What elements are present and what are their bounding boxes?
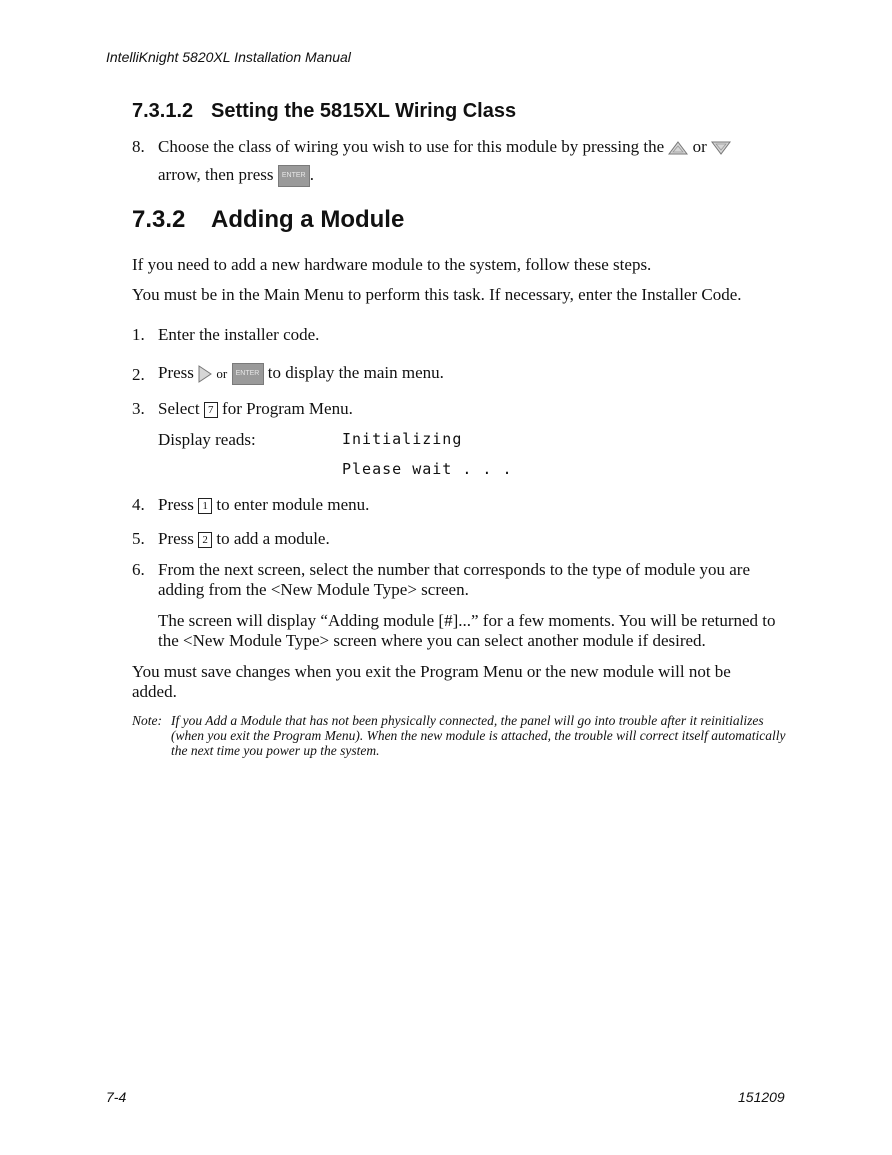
step-2-line bbox=[158, 362, 444, 385]
step-detail: The screen will display “Adding module [#]...” for a few moments. You will be returned to bbox=[158, 611, 776, 630]
step-number: 1. bbox=[132, 325, 145, 344]
step-text: to display the main menu. bbox=[267, 363, 444, 382]
step-number: 2. bbox=[132, 365, 145, 384]
note-block bbox=[132, 713, 792, 758]
down-arrow-icon bbox=[711, 137, 731, 156]
lcd-display-line: Please wait . . . bbox=[342, 460, 513, 478]
subsection-number: 7.3.1.2 bbox=[132, 100, 194, 122]
step-detail: the <New Module Type> screen where you can select another module if desired. bbox=[158, 631, 706, 650]
step-text: arrow, then press bbox=[158, 165, 274, 184]
step-4-line bbox=[158, 494, 369, 515]
keypad-7-icon: 7 bbox=[204, 402, 218, 418]
step-text: for Program Menu. bbox=[222, 399, 353, 418]
step-text: to enter module menu. bbox=[216, 495, 370, 514]
section-heading bbox=[132, 206, 404, 234]
step-text: Enter the installer code. bbox=[158, 325, 320, 344]
up-arrow-icon bbox=[668, 137, 688, 156]
step-text: adding from the <New Module Type> screen. bbox=[158, 580, 469, 599]
step-text: Choose the class of wiring you wish to use for this module by pressing the bbox=[158, 137, 665, 156]
section-number: 7.3.2 bbox=[132, 206, 186, 233]
step-number: 3. bbox=[132, 399, 145, 418]
step-3-line bbox=[158, 398, 353, 419]
step-5-line bbox=[158, 528, 330, 549]
step-text: Press bbox=[158, 495, 194, 514]
step-text: Select bbox=[158, 399, 200, 418]
display-label: Display reads: bbox=[158, 430, 256, 449]
enter-key-icon: ENTER bbox=[278, 165, 310, 187]
save-paragraph-line: added. bbox=[132, 682, 177, 701]
page-number: 7-4 bbox=[106, 1089, 127, 1105]
period: . bbox=[309, 165, 314, 184]
step-number: 8. bbox=[132, 137, 145, 156]
running-header: IntelliKnight 5820XL Installation Manual bbox=[106, 49, 351, 65]
right-arrow-icon bbox=[198, 363, 212, 382]
document-number: 151209 bbox=[738, 1089, 785, 1105]
step-text: Press bbox=[158, 363, 194, 382]
intro-paragraph: If you need to add a new hardware module to the system, follow these steps. bbox=[132, 255, 652, 274]
lcd-display-line: Initializing bbox=[342, 430, 463, 448]
section-title: Adding a Module bbox=[211, 206, 405, 233]
keypad-1-icon: 1 bbox=[198, 498, 212, 514]
step-8-line1 bbox=[158, 136, 731, 157]
or-word: or bbox=[692, 137, 707, 156]
note-label: Note: bbox=[132, 713, 162, 728]
subsection-heading bbox=[132, 100, 516, 123]
intro-paragraph: You must be in the Main Menu to perform this task. If necessary, enter the Installer Code. bbox=[132, 285, 742, 304]
enter-key-icon: ENTER bbox=[232, 363, 264, 385]
step-text: to add a module. bbox=[216, 529, 330, 548]
save-paragraph-line: You must save changes when you exit the Program Menu or the new module will not be bbox=[132, 662, 731, 681]
step-text: Press bbox=[158, 529, 194, 548]
or-word: or bbox=[216, 366, 228, 381]
subsection-title: Setting the 5815XL Wiring Class bbox=[211, 100, 517, 122]
step-text: From the next screen, select the number that corresponds to the type of module you are bbox=[158, 560, 750, 579]
step-number: 5. bbox=[132, 529, 145, 548]
keypad-2-icon: 2 bbox=[198, 532, 212, 548]
step-number: 4. bbox=[132, 495, 145, 514]
step-number: 6. bbox=[132, 560, 145, 579]
note-text: If you Add a Module that has not been physically connected, the panel will go into trouble after it reinitializes (when you exit the Program Menu). When the new module is attached, the trouble will correct itself automatically the next time you power up the system. bbox=[171, 713, 786, 758]
step-8-line2 bbox=[158, 164, 314, 187]
